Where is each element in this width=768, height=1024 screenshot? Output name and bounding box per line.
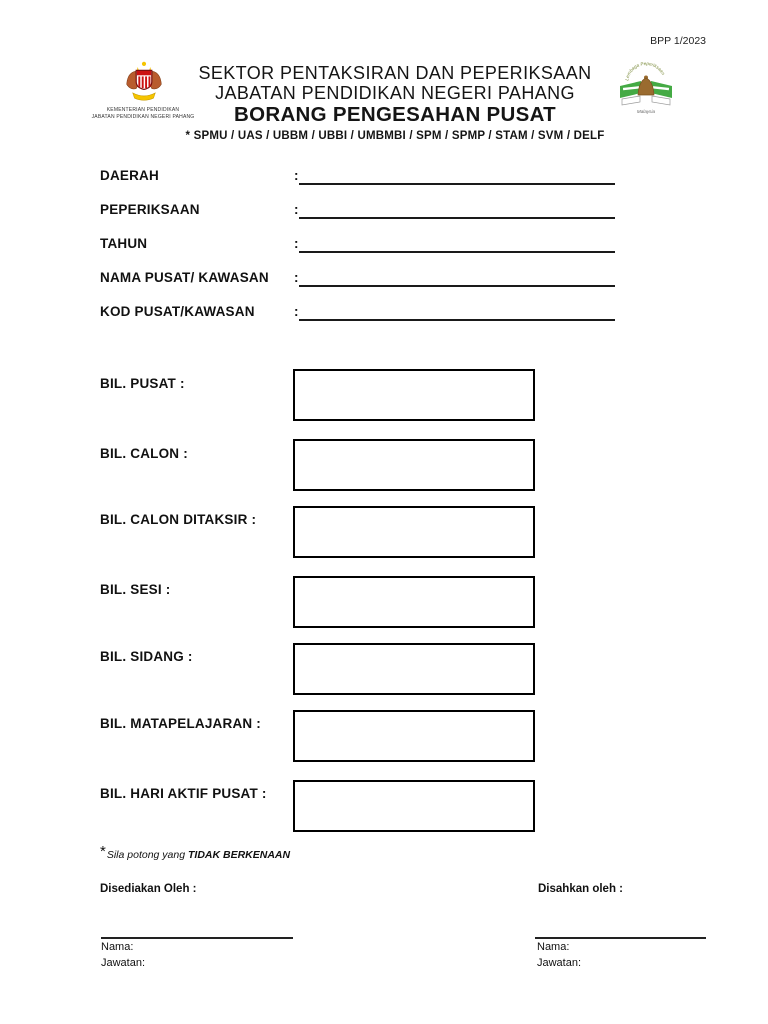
peperiksaan-blank-line[interactable] [299,217,615,219]
kod-pusat-colon: : [294,304,299,319]
footnote-italic-text: Sila potong yang [106,849,188,861]
bil-calon-label: BIL. CALON : [100,446,188,461]
bil-hari-aktif-label: BIL. HARI AKTIF PUSAT : [100,786,267,801]
bil-sidang-label: BIL. SIDANG : [100,649,193,664]
kod-pusat-label: KOD PUSAT/KAWASAN [100,304,255,319]
bil-matapelajaran-box[interactable] [293,710,535,762]
nama-pusat-colon: : [294,270,299,285]
nama-pusat-label: NAMA PUSAT/ KAWASAN [100,270,269,285]
bil-calon-box[interactable] [293,439,535,491]
daerah-label: DAERAH [100,168,159,183]
footnote-bold-text: TIDAK BERKENAAN [188,849,291,861]
org-line-1: SEKTOR PENTAKSIRAN DAN PEPERIKSAAN [198,63,592,83]
tahun-blank-line[interactable] [299,251,615,253]
form-header [160,64,630,142]
bil-calon-ditaksir-value [295,508,533,516]
form-code: BPP 1/2023 [650,35,706,47]
disediakan-oleh-heading: Disediakan Oleh : [100,883,197,895]
left-signature-line[interactable] [101,937,293,939]
bil-sesi-label: BIL. SESI : [100,582,171,597]
ministry-caption-line2: JABATAN PENDIDIKAN NEGERI PAHANG [91,113,195,120]
bil-sesi-box[interactable] [293,576,535,628]
bil-hari-aktif-value [295,782,533,790]
left-jawatan-label: Jawatan: [101,957,146,969]
bil-hari-aktif-box[interactable] [293,780,535,832]
bil-sidang-box[interactable] [293,643,535,695]
exam-type-list: * SPMU / UAS / UBBM / UBBI / UMBMBI / SPM / SPMP / STAM / SVM / DELF [185,130,605,142]
bil-matapelajaran-label: BIL. MATAPELAJARAN : [100,716,261,731]
bil-matapelajaran-value [295,712,533,720]
daerah-colon: : [294,168,299,183]
bil-pusat-box[interactable] [293,369,535,421]
tahun-colon: : [294,236,299,251]
bil-sidang-value [295,645,533,653]
svg-text:Malaysia: Malaysia [636,109,656,114]
footnote-asterisk: * [100,843,106,860]
org-line-2: JABATAN PENDIDIKAN NEGERI PAHANG [215,82,575,103]
nama-pusat-blank-line[interactable] [299,285,615,287]
bil-calon-value [295,441,533,449]
left-nama-label: Nama: [101,941,134,953]
peperiksaan-label: PEPERIKSAAN [100,202,200,217]
disahkan-oleh-heading: Disahkan oleh : [538,883,623,895]
ministry-caption-line1: KEMENTERIAN PENDIDIKAN [106,107,180,113]
bil-sesi-value [295,578,533,586]
svg-text:Lembaga Peperiksaan: Lembaga Peperiksaan [624,60,666,82]
right-signature-line[interactable] [535,937,706,939]
form-title: BORANG PENGESAHAN PUSAT [233,103,557,126]
right-jawatan-label: Jawatan: [537,957,582,969]
peperiksaan-colon: : [294,202,299,217]
bil-calon-ditaksir-label: BIL. CALON DITAKSIR : [100,512,257,527]
right-nama-label: Nama: [537,941,570,953]
kod-pusat-blank-line[interactable] [299,319,615,321]
daerah-blank-line[interactable] [299,183,615,185]
footnote [100,845,290,862]
tahun-label: TAHUN [100,236,148,251]
bil-pusat-label: BIL. PUSAT : [100,376,185,391]
bil-pusat-value [295,371,533,379]
bil-calon-ditaksir-box[interactable] [293,506,535,558]
